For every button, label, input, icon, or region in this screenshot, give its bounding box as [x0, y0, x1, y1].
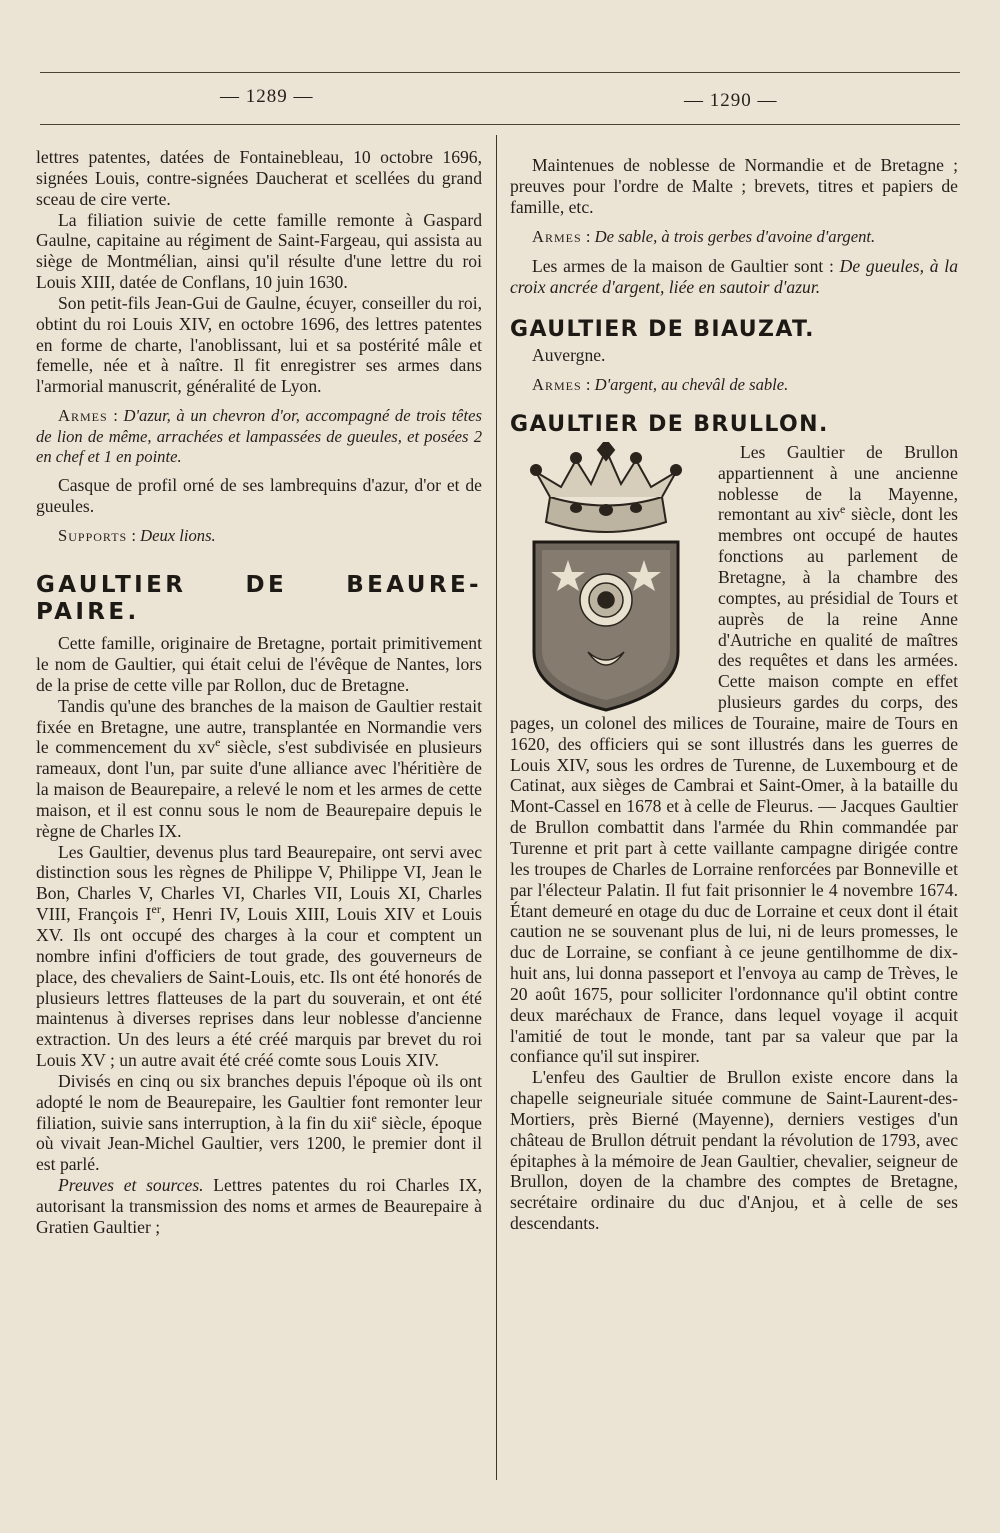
left-page-number: — 1289 — — [220, 86, 314, 107]
armes-label: Armes — [532, 374, 582, 394]
paragraph: L'enfeu des Gaultier de Brullon existe encore dans la chapelle seigneuriale située commune de Saint-Laurent-des-Mortiers, près Bierné (Mayenne), derniers vestiges d'un château de Brullon détruit pendant la révolution de 1793, avec épitaphes à la mémoire de Jean Gaultier, chevalier, seigneur de Brullon, doyen de la chambre des comptes de Bretagne, secrétaire ordinaire du duc d'Anjou, et à celle de ses descendants. — [510, 1067, 958, 1234]
heading-brullon: GAULTIER DE BRULLON. — [510, 412, 829, 438]
supports-text: Deux lions. — [140, 525, 216, 545]
armes-label: Armes — [58, 406, 108, 426]
paragraph: Son petit-fils Jean-Gui de Gaulne, écuyer, conseiller du roi, obtint du roi Louis XIV, en octobre 1696, des lettres patentes en forme de charte, l'anoblissant, lui et sa postérité mâle et femelle, née et à naître. Il fit enregistrer ses armes dans l'armorial manuscrit, généralité de Lyon. — [36, 292, 482, 397]
column-divider — [496, 135, 497, 1480]
preuves-paragraph: Preuves et sources. Lettres patentes du roi Charles IX, autorisant la transmission des noms et armes de Beaurepaire à Gratien Gaultier ; — [36, 1175, 482, 1237]
armes-entry: Armes : D'argent, au chevâl de sable. — [532, 374, 789, 394]
armes-text: D'argent, au chevâl de sable. — [594, 374, 789, 394]
heading-biauzat: GAULTIER DE BIAUZAT. — [510, 316, 815, 342]
region: Auvergne. — [532, 344, 606, 365]
paragraph: Cette famille, originaire de Bretagne, portait primitivement le nom de Gaultier, qui était celui de l'évêque de Nantes, lors de la prise de cette ville par Rollon, duc de Bretagne. — [36, 633, 482, 695]
right-column — [510, 155, 958, 1234]
armes-text: D'azur, à un chevron d'or, accompagné de trois têtes de lion de même, arrachées et lampassées de gueules, et posées 2 en chef et 1 en pointe. — [36, 406, 482, 467]
coat-of-arms-icon — [506, 442, 706, 712]
armes-label: Armes — [532, 226, 582, 246]
paragraph: Tandis qu'une des branches de la maison de Gaultier restait fixée en Bretagne, une autre, transplantée en Normandie vers le commencement du $xv^e$ siècle, s'est subdivisée en plusieurs rameaux, dont l'un, par suite d'une alliance avec l'héritière de la maison de Beaurepaire, a relevé le nom et les armes de cette maison, et il est connu sous le nom de Beaurepaire depuis le règne de Charles IX. — [36, 695, 482, 841]
paragraph: Casque de profil orné de ses lambrequins d'azur, d'or et de gueules. — [36, 474, 482, 516]
supports-label: Supports — [58, 525, 128, 545]
supports-entry: Supports : Deux lions. — [58, 525, 216, 545]
armes-entry: Armes : De sable, à trois gerbes d'avoine d'argent. — [532, 226, 876, 246]
paragraph: Divisés en cinq ou six branches depuis l'époque où ils ont adopté le nom de Beaurepaire, les Gaultier font remonter leur filiation, suivie sans interruption, à la fin du xii$^e$ siècle, époque où vivait Jean-Michel Gaultier, vers 1200, le premier dont il est parlé. — [36, 1070, 482, 1175]
armes-entry: Armes : D'azur, à un chevron d'or, accompagné de trois têtes de lion de même, arrachées et lampassées de gueules, et posées 2 en chef et 1 en pointe. — [36, 406, 482, 467]
armes-text: De sable, à trois gerbes d'avoine d'argent. — [594, 226, 876, 246]
paragraph: Maintenues de noblesse de Normandie et de Bretagne ; preuves pour l'ordre de Malte ; brevets, titres et papiers de famille, etc. — [510, 155, 958, 217]
preuves-label: Preuves et sources. — [58, 1175, 204, 1196]
heading-beaurepaire: GAULTIER DE BEAURE-PAIRE. — [36, 572, 482, 626]
paragraph: lettres patentes, datées de Fontainebleau, 10 octobre 1696, signées Louis, contre-signées Daucherat et scellées du grand sceau de cire verte. — [36, 147, 482, 209]
paragraph: Les Gaultier de Brullon appartiennent à une ancienne noblesse de la Mayenne, remontant au xiv$^e$ siècle, dont les membres ont occupé de hautes fonctions au parlement de Bretagne, à la chambre des comptes, au présidial de Tours et auprès de la reine Anne d'Autriche en qualité de maîtres des requêtes et dans les armées. Cette maison compte en effet plusieurs gardes du corps, des pages, un colonel des milices de Touraine, maire de Tours en 1620, des officiers qui se sont illustrés dans les guerres de Louis XIV, sous les ordres de Turenne, de Luxembourg et de Catinat, aux sièges de Cambrai et Saint-Omer, à la bataille du Mont-Cassel en 1678 et à celle de Fleurus. — Jacques Gaultier de Brullon combattit dans l'armée du Rhin commandée par Turenne et prit part à cette vaillante campagne dirigée contre les troupes de Charles de Lorraine renforcées par Bonneville et par l'électeur Palatin. Il fut fait prisonnier le 4 novembre 1674. Étant demeuré en otage du duc de Lorraine et ceux dont il était caution ne se souvenant plus de lui, ni de leurs promesses, le duc de Lorraine, se confiant à ce jeune gentilhomme de dix-huit ans, lui donna passeport et l'envoya au camp de Trèves, le 20 août 1675, pour solliciter l'ordonnance qu'il obtint contre deux maréchaux de France, dans lequel voyage il acquit l'amitié de tout le monde, tant par sa valeur que par la confiance qu'il sut inspirer. — [510, 441, 959, 1067]
header-rule — [40, 124, 960, 125]
left-column — [36, 147, 482, 1238]
paragraph: La filiation suivie de cette famille remonte à Gaspard Gaulne, capitaine au régiment de Saint-Fargeau, qui assista au siège de Montmélian, ainsi qu'il résulte d'une lettre du roi Louis XIII, datée de Conflans, 10 juin 1630. — [36, 209, 482, 293]
paragraph: Les armes de la maison de Gaultier sont : De gueules, à la croix ancrée d'argent, liée en sautoir d'azur. — [510, 256, 958, 297]
right-page-number: — 1290 — — [684, 90, 778, 111]
top-rule — [40, 72, 960, 73]
paragraph: Les Gaultier, devenus plus tard Beaurepaire, ont servi avec distinction sous les règnes de Philippe V, Philippe VI, Jean le Bon, Charles V, Charles VI, Charles VII, Louis XI, Charles VIII, François Ier, Henri IV, Louis XIII, Louis XIV et Louis XV. Ils ont occupé des charges à la cour et comptent un nombre infini d'officiers de tout grade, des gouverneurs de place, des chevaliers de Saint-Louis, etc. Ils ont été honorés de plusieurs lettres flatteuses de la part du souverain, et ont été maintenus à diverses reprises dans leur noblesse d'ancienne extraction. Un des leurs a été créé marquis par brevet du roi Louis XV ; un autre avait été créé comte sous Louis XIV. — [36, 841, 482, 1071]
